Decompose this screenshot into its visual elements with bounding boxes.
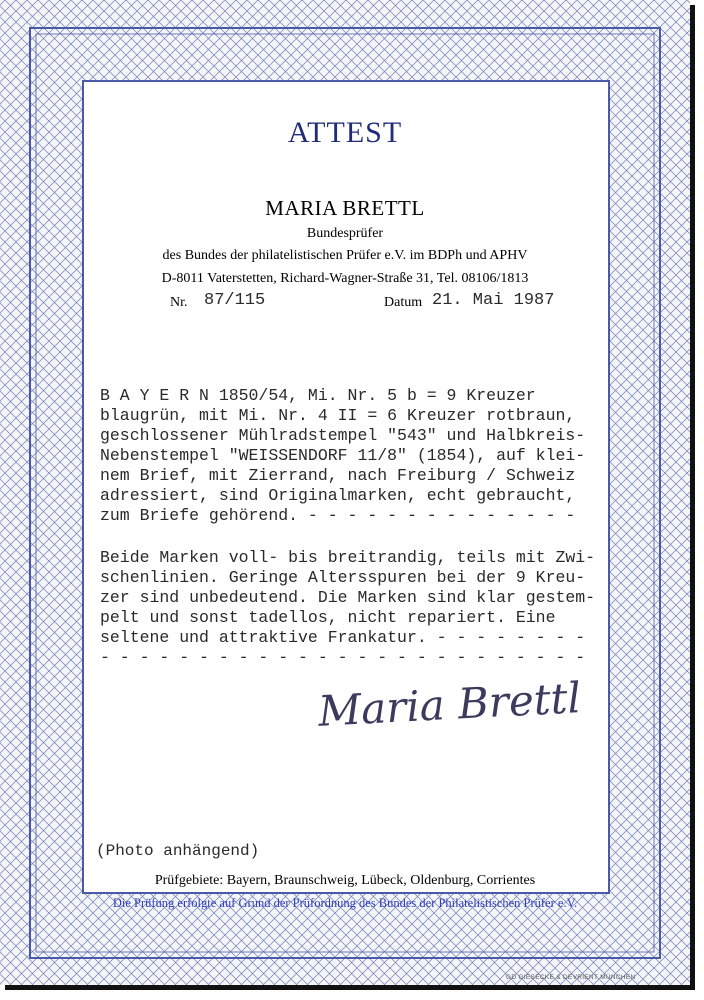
address-line: D-8011 Vaterstetten, Richard-Wagner-Straße 31, Tel. 08106/1813 <box>161 271 529 286</box>
handwritten-signature: Maria Brettl <box>316 673 583 736</box>
printer-imprint: GD GIESECKE & DEVRIENT MÜNCHEN <box>506 974 636 981</box>
condition-line: Beide Marken voll- bis breitrandig, teils mit Zwi- <box>100 548 596 567</box>
certificate-date: 21. Mai 1987 <box>432 291 555 310</box>
condition-line: seltene und attraktive Frankatur. - - - - - - - - <box>100 628 586 647</box>
condition-line: zer sind unbedeutend. Die Marken sind klar gestem- <box>100 588 596 607</box>
photo-note: (Photo anhängend) <box>96 842 260 860</box>
condition-line: pelt und sonst tadellos, nicht repariert. Eine <box>100 608 556 627</box>
association-line: des Bundes der philatelistischen Prüfer e.V. im BDPh und APHV <box>162 248 528 263</box>
description-line: geschlossener Mühlradstempel "543" und Halbkreis- <box>100 426 586 445</box>
condition-line: - - - - - - - - - - - - - - - - - - - - - - - - - <box>100 648 586 667</box>
footer-note: Die Prüfung erfolgte auf Grund der Prüfordnung des Bundes der Philatelistischen Prüfer e.V. <box>112 896 578 910</box>
examiner-role: Bundesprüfer <box>306 226 384 241</box>
number-label: Nr. <box>170 295 188 310</box>
description-line: adressiert, sind Originalmarken, echt gebraucht, <box>100 486 576 505</box>
description-line: Nebenstempel "WEISSENDORF 11/8" (1854), auf klei- <box>100 446 586 465</box>
certificate-title: ATTEST <box>287 116 403 149</box>
description-line: blaugrün, mit Mi. Nr. 4 II = 6 Kreuzer rotbraun, <box>100 406 576 425</box>
examiner-name: MARIA BRETTL <box>265 196 425 220</box>
condition-line: schenlinien. Geringe Altersspuren bei der 9 Kreu- <box>100 568 586 587</box>
certificate-number: 87/115 <box>204 291 266 310</box>
examination-areas: Prüfgebiete: Bayern, Braunschweig, Lübeck, Oldenburg, Corrientes <box>154 873 536 888</box>
description-line: zum Briefe gehörend. - - - - - - - - - - - - - - <box>100 506 576 525</box>
description-line: nem Brief, mit Zierrand, nach Freiburg / Schweiz <box>100 466 576 485</box>
description-line: B A Y E R N 1850/54, Mi. Nr. 5 b = 9 Kreuzer <box>100 386 536 405</box>
date-label: Datum <box>384 295 423 310</box>
